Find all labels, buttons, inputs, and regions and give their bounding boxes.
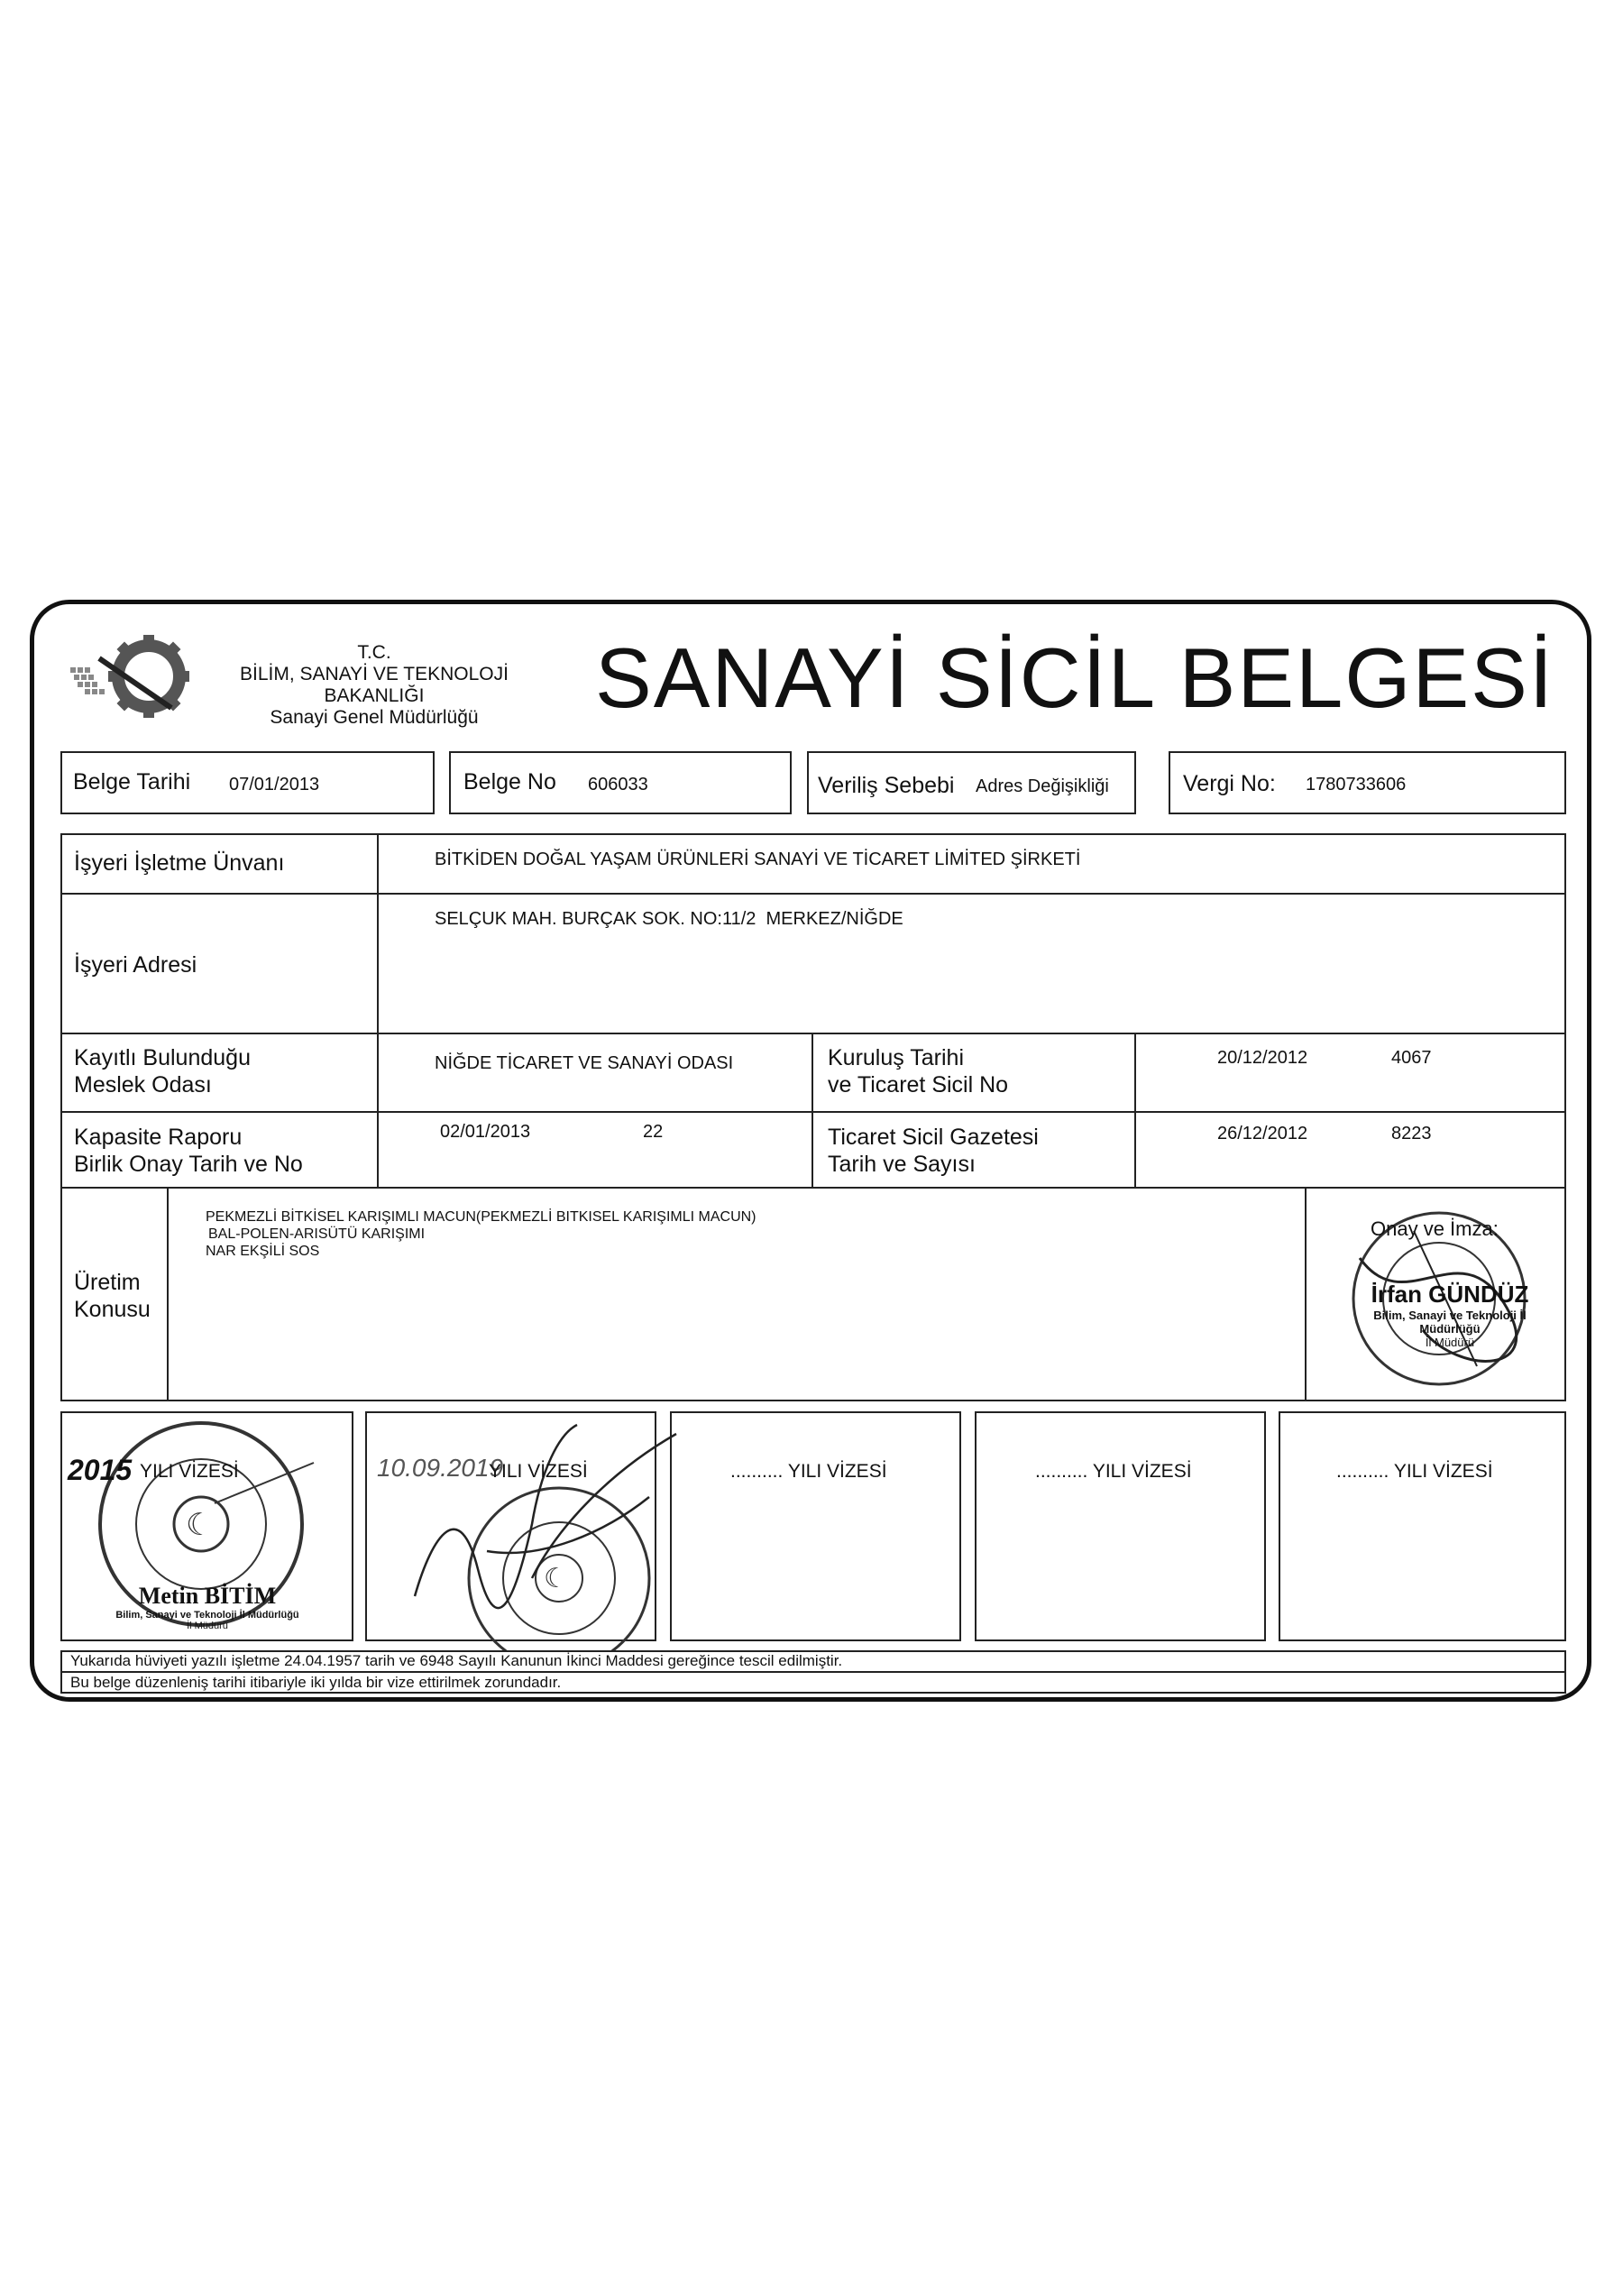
vize-3-label: YILI VİZESİ: [787, 1461, 887, 1482]
uretim-item: BAL-POLEN-ARISÜTÜ KARIŞIMI: [208, 1226, 426, 1242]
vize-box: [1279, 1411, 1566, 1641]
onay-label: Onay ve İmza:: [1371, 1217, 1499, 1240]
vergi-no-box: [1169, 751, 1566, 814]
verilis-sebebi-label: Veriliş Sebebi: [818, 773, 955, 798]
kapasite-label-2: Birlik Onay Tarih ve No: [74, 1152, 303, 1177]
gazete-label-1: Ticaret Sicil Gazetesi: [828, 1125, 1039, 1150]
signer-title-2: İl Müdürü: [1425, 1336, 1475, 1349]
stamp1-name: Metin BİTİM: [138, 1583, 277, 1609]
vize-2-prefix: 10.09.2019: [377, 1454, 504, 1482]
verilis-sebebi-box: [807, 751, 1136, 814]
kapasite-tarih-value: 02/01/2013: [440, 1122, 531, 1142]
meslek-label-2: Meslek Odası: [74, 1072, 212, 1097]
vize-1-label: YILI VİZESİ: [140, 1461, 239, 1482]
vize-1-prefix: 2015: [68, 1454, 133, 1486]
uretim-item: PEKMEZLİ BİTKİSEL KARIŞIMLI MACUN(PEKMEZLİ BITKISEL KARIŞIMLI MACUN): [206, 1209, 756, 1225]
handwritten-signature: [379, 1416, 703, 1641]
svg-text:☾: ☾: [186, 1508, 214, 1542]
header-directorate: Sanayi Genel Müdürlüğü: [270, 707, 479, 728]
document-title: SANAYİ SİCİL BELGESİ: [595, 630, 1554, 725]
header-ministry: BİLİM, SANAYİ VE TEKNOLOJİ BAKANLIĞI: [240, 664, 509, 706]
belge-tarihi-value: 07/01/2013: [229, 775, 320, 794]
gazete-sayi-value: 8223: [1391, 1124, 1432, 1143]
kurulus-label-2: ve Ticaret Sicil No: [828, 1072, 1009, 1097]
vize-box: [975, 1411, 1266, 1641]
footer-line-2: Bu belge düzenleniş tarihi itibariyle iki yılda bir vize ettirilmek zorundadır.: [70, 1674, 562, 1691]
vize-box: [670, 1411, 961, 1641]
signer-name: İrfan GÜNDÜZ: [1371, 1281, 1529, 1308]
vergi-no-label: Vergi No:: [1183, 771, 1276, 796]
gazete-label-2: Tarih ve Sayısı: [828, 1152, 976, 1177]
signer-title-1: Bilim, Sanayi ve Teknoloji İl Müdürlüğü: [1373, 1309, 1527, 1336]
stamp1-title: Bilim, Sanayi ve Teknoloji İl Müdürlüğü: [115, 1610, 299, 1621]
adres-value: SELÇUK MAH. BURÇAK SOK. NO:11/2 MERKEZ/NİĞDE: [435, 909, 903, 929]
belge-no-box: [449, 751, 792, 814]
belge-tarihi-box: [60, 751, 435, 814]
svg-text:☾: ☾: [544, 1564, 568, 1593]
belge-tarihi-label: Belge Tarihi: [73, 769, 191, 794]
uretim-label-2: Konusu: [74, 1297, 151, 1322]
kapasite-no-value: 22: [643, 1122, 664, 1142]
kurulus-tarihi-value: 20/12/2012: [1217, 1048, 1308, 1068]
vize-2-label: YILI VİZESİ: [489, 1461, 588, 1482]
kapasite-label-1: Kapasite Raporu: [74, 1125, 243, 1150]
kurulus-label-1: Kuruluş Tarihi: [828, 1045, 965, 1070]
footer-line-1: Yukarıda hüviyeti yazılı işletme 24.04.1957 tarih ve 6948 Sayılı Kanunun İkinci Maddesi gereğince tescil edilmiştir.: [70, 1652, 843, 1669]
belge-no-value: 606033: [588, 775, 648, 794]
header-tc: T.C.: [357, 642, 391, 663]
belge-no-label: Belge No: [463, 769, 556, 794]
vize-5-prefix: ..........: [1336, 1461, 1389, 1482]
meslek-odasi-value: NİĞDE TİCARET VE SANAYİ ODASI: [435, 1053, 734, 1073]
uretim-label-1: Üretim: [74, 1270, 141, 1295]
sicil-no-value: 4067: [1391, 1048, 1432, 1068]
stamp1-sub: İl Müdürü: [187, 1621, 228, 1631]
unvan-value: BİTKİDEN DOĞAL YAŞAM ÜRÜNLERİ SANAYİ VE TİCARET LİMİTED ŞİRKETİ: [435, 850, 1081, 869]
adres-label: İşyeri Adresi: [74, 952, 197, 978]
vize-4-prefix: ..........: [1035, 1461, 1088, 1482]
verilis-sebebi-value: Adres Değişikliği: [976, 776, 1109, 796]
vize-3-prefix: ..........: [730, 1461, 784, 1482]
gazete-tarih-value: 26/12/2012: [1217, 1124, 1308, 1143]
meslek-label-1: Kayıtlı Bulunduğu: [74, 1045, 251, 1070]
vize-4-label: YILI VİZESİ: [1092, 1461, 1192, 1482]
unvan-label: İşyeri İşletme Ünvanı: [74, 850, 285, 876]
ministry-gear-logo: [63, 631, 198, 726]
vize-5-label: YILI VİZESİ: [1393, 1461, 1493, 1482]
uretim-item: NAR EKŞİLİ SOS: [206, 1244, 320, 1259]
vergi-no-value: 1780733606: [1306, 775, 1407, 794]
